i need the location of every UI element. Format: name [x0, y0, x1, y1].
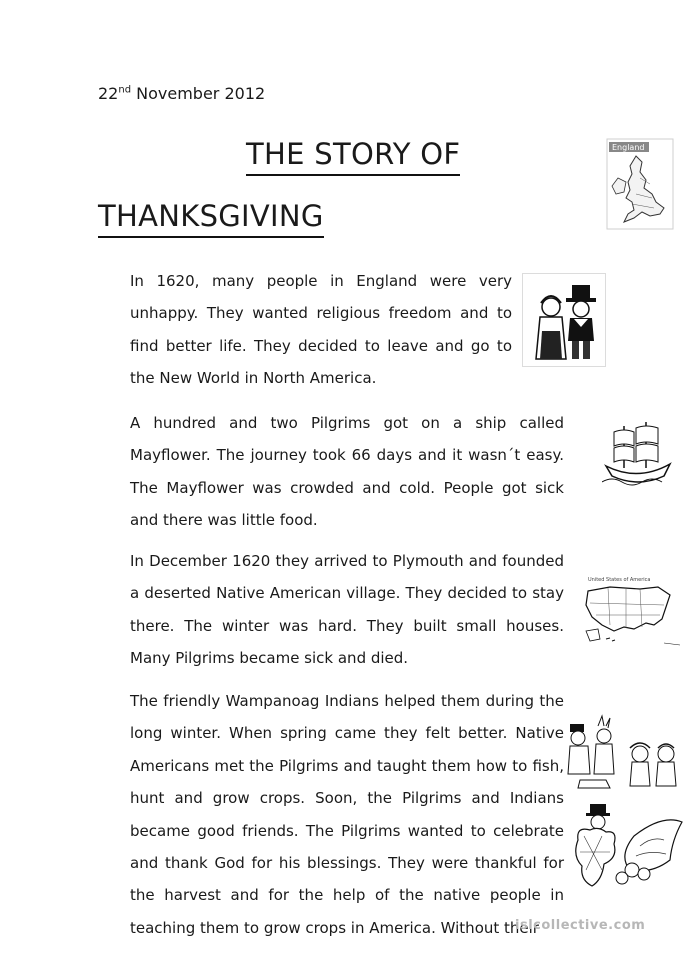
england-map-image: [606, 138, 674, 230]
mayflower-ship-image: [602, 418, 674, 488]
date-day: 22: [98, 84, 119, 103]
paragraph-1: In 1620, many people in England were very unhappy. They wanted religious freedom and to find better life. They decided to leave and go to the New World in North America.: [130, 272, 512, 388]
document-date: [98, 84, 265, 103]
pilgrims-and-natives-image: [566, 714, 684, 792]
usa-map-image: [580, 573, 682, 651]
usa-map-label: United States of America: [588, 577, 651, 583]
england-map-label: England: [612, 143, 645, 152]
date-month-year: November 2012: [131, 84, 266, 103]
title-line-2: THANKSGIVING: [98, 200, 324, 238]
paragraph-4: The friendly Wampanoag Indians helped them during the long winter. When spring came they felt better. Native Americans met the Pilgrims and taught them how to fish, hunt and grow crops. Soon, the Pilgrims and Indians became good friends. The Pilgrims wanted to celebrate and thank God for his blessings. They were thankful for the harvest and for the help of the native people in teaching them to grow crops in America. Without their: [130, 692, 564, 937]
pilgrim-couple-image: [522, 273, 606, 367]
date-suffix: nd: [118, 84, 132, 96]
watermark: islcollective.com: [515, 918, 646, 933]
paragraph-2: A hundred and two Pilgrims got on a ship called Mayflower. The journey took 66 days and it wasn´t easy. The Mayflower was crowded and cold. People got sick and there was little food.: [130, 414, 564, 530]
turkey-and-cornucopia-image: [572, 800, 686, 902]
title-line-1: THE STORY OF: [246, 138, 460, 176]
paragraph-3: In December 1620 they arrived to Plymouth and founded a deserted Native American village. They decided to stay there. The winter was hard. They built small houses. Many Pilgrims became sick and died.: [130, 552, 564, 668]
